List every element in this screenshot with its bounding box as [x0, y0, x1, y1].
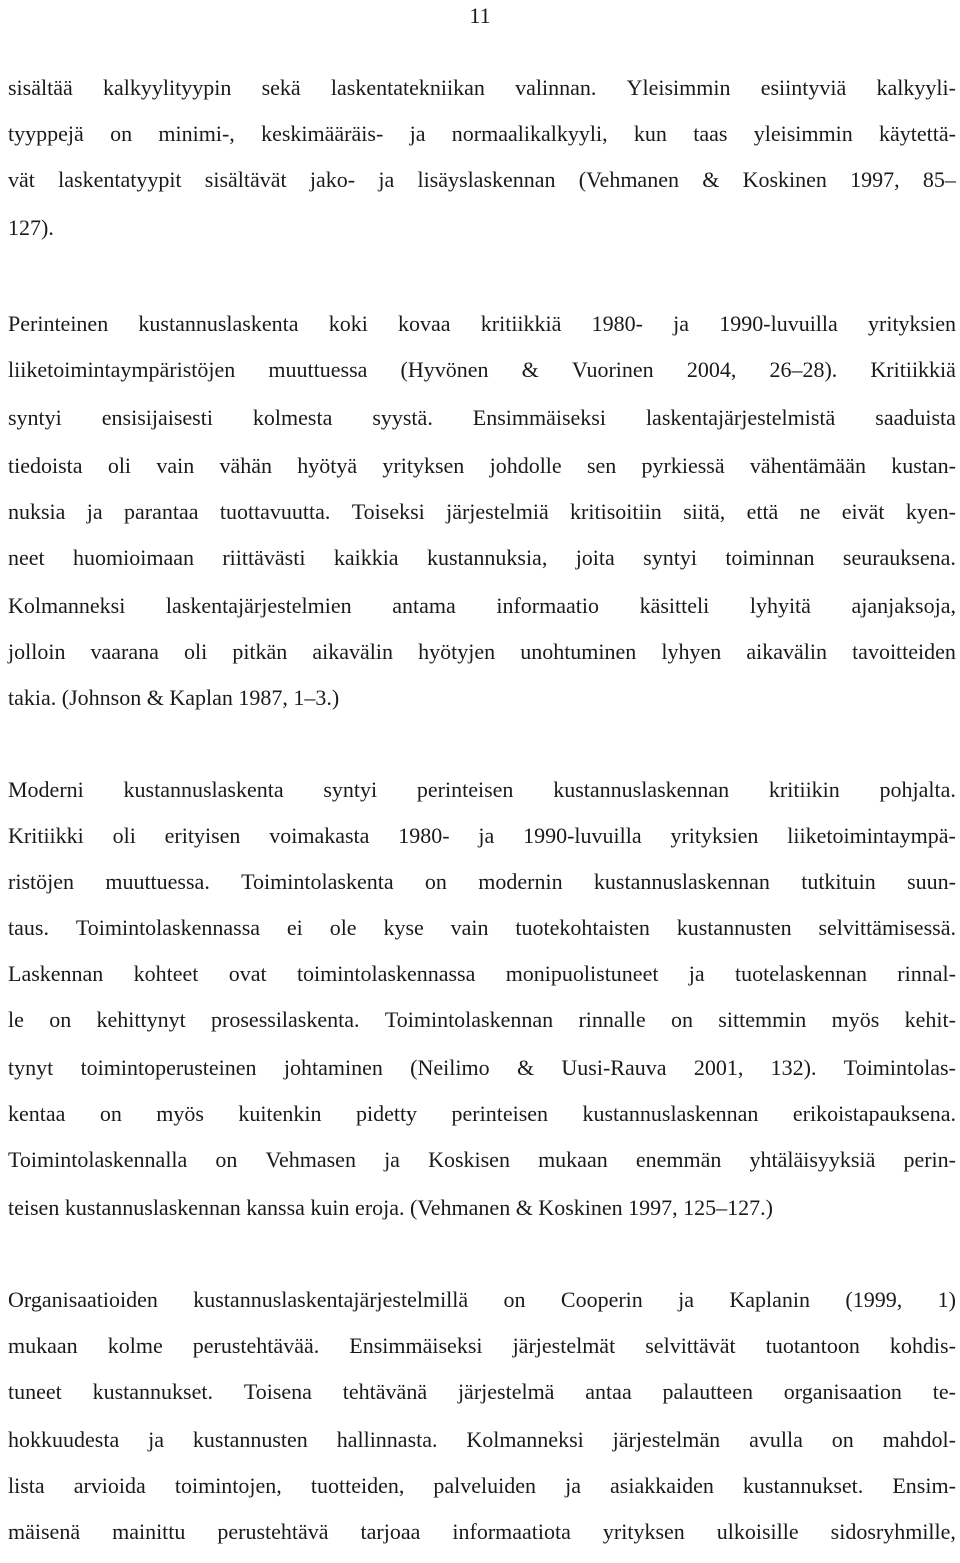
text-line: Toimintolaskennalla on Vehmasen ja Koskisen mukaan enemmän yhtäläisyyksiä perin- [8, 1147, 956, 1172]
text-line: nuksia ja parantaa tuottavuutta. Toiseksi järjestelmiä kritisoitiin siitä, että ne eivät kyen- [8, 499, 956, 524]
text-line: hokkuudesta ja kustannusten hallinnasta. Kolmanneksi järjestelmän avulla on mahdol- [8, 1427, 956, 1452]
text-line: 127). [8, 215, 54, 240]
text-line: tuneet kustannukset. Toisena tehtävänä järjestelmä antaa palautteen organisaation te- [8, 1379, 956, 1404]
text-line: Perinteinen kustannuslaskenta koki kovaa kritiikkiä 1980- ja 1990-luvuilla yrityksien [8, 311, 956, 336]
text-line: jolloin vaarana oli pitkän aikavälin hyötyjen unohtuminen lyhyen aikavälin tavoitteiden [8, 639, 956, 664]
text-line: Kritiikki oli erityisen voimakasta 1980- ja 1990-luvuilla yrityksien liiketoimintaympä- [8, 823, 956, 848]
text-line: neet huomioimaan riittävästi kaikkia kustannuksia, joita syntyi toiminnan seurauksena. [8, 545, 956, 570]
text-line: Laskennan kohteet ovat toimintolaskennassa monipuolistuneet ja tuotelaskennan rinnal- [8, 961, 956, 986]
text-line: taus. Toimintolaskennassa ei ole kyse vain tuotekohtaisten kustannusten selvittämisessä. [8, 915, 956, 940]
text-line: syntyi ensisijaisesti kolmesta syystä. Ensimmäiseksi laskentajärjestelmistä saaduista [8, 405, 956, 430]
text-line: lista arvioida toimintojen, tuotteiden, palveluiden ja asiakkaiden kustannukset. Ensim- [8, 1473, 956, 1498]
text-line: mukaan kolme perustehtävää. Ensimmäiseksi järjestelmät selvittävät tuotantoon kohdis- [8, 1333, 956, 1358]
text-line: kentaa on myös kuitenkin pidetty perinteisen kustannuslaskennan erikoistapauksena. [8, 1101, 956, 1126]
text-line: sisältää kalkyylityypin sekä laskentatekniikan valinnan. Yleisimmin esiintyviä kalkyyli- [8, 75, 956, 100]
text-line: le on kehittynyt prosessilaskenta. Toimintolaskennan rinnalle on sittemmin myös kehit- [8, 1007, 956, 1032]
text-line: Moderni kustannuslaskenta syntyi perinteisen kustannuslaskennan kritiikin pohjalta. [8, 777, 956, 802]
text-line: teisen kustannuslaskennan kanssa kuin eroja. (Vehmanen & Koskinen 1997, 125–127.) [8, 1195, 773, 1220]
text-line: liiketoimintaympäristöjen muuttuessa (Hyvönen & Vuorinen 2004, 26–28). Kritiikkiä [8, 357, 956, 382]
text-line: tyyppejä on minimi-, keskimääräis- ja normaalikalkyyli, kun taas yleisimmin käytettä- [8, 121, 956, 146]
text-line: Kolmanneksi laskentajärjestelmien antama informaatio käsitteli lyhyitä ajanjaksoja, [8, 593, 956, 618]
page-number: 11 [469, 3, 491, 28]
text-line: mäisenä mainittu perustehtävä tarjoaa informaatiota yrityksen ulkoisille sidosryhmille, [8, 1519, 956, 1544]
text-line: ristöjen muuttuessa. Toimintolaskenta on modernin kustannuslaskennan tutkituin suun- [8, 869, 956, 894]
text-line: Organisaatioiden kustannuslaskentajärjestelmillä on Cooperin ja Kaplanin (1999, 1) [8, 1287, 956, 1312]
text-line: tynyt toimintoperusteinen johtaminen (Neilimo & Uusi-Rauva 2001, 132). Toimintolas- [8, 1055, 956, 1080]
text-line: takia. (Johnson & Kaplan 1987, 1–3.) [8, 685, 340, 710]
text-line: vät laskentatyypit sisältävät jako- ja lisäyslaskennan (Vehmanen & Koskinen 1997, 85– [8, 167, 956, 192]
text-line: tiedoista oli vain vähän hyötyä yrityksen johdolle sen pyrkiessä vähentämään kustan- [8, 453, 956, 478]
